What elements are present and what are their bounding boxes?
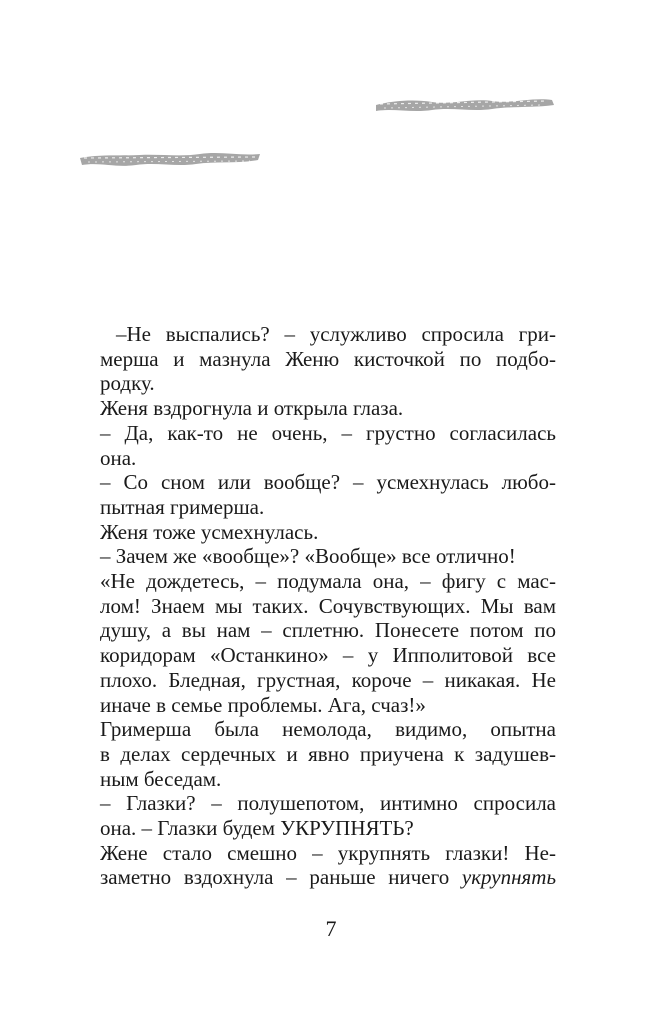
text-line: – Глазки? – полушепотом, интимно спросила [100, 791, 556, 816]
text-line: –Не выспались? – услужливо спросила гри- [116, 322, 556, 346]
text-line: пытная гримерша. [100, 494, 265, 519]
paragraph [100, 396, 556, 421]
paragraph [100, 421, 556, 470]
page-number: 7 [325, 916, 337, 941]
text-line [100, 865, 556, 890]
text-line: в делах сердечных и явно приучена к задушев- [100, 741, 556, 766]
text-line: душу, а вы нам – сплетню. Понесете потом по [100, 618, 556, 643]
text-line: она. [100, 445, 137, 470]
text-fragment: заметно вздохнула – раньше ничего [100, 865, 462, 890]
decorative-brushstroke-bottom [78, 148, 262, 174]
decorative-brushstroke-top [372, 93, 556, 119]
text-line: плохо. Бледная, грустная, короче – никакая. Не [100, 667, 556, 692]
paragraph [100, 322, 556, 396]
text-line: Женя вздрогнула и открыла глаза. [100, 396, 404, 421]
text-line: лом! Знаем мы таких. Сочувствующих. Мы вам [100, 593, 556, 618]
text-line: Гримерша была немолода, видимо, опытна [100, 717, 556, 742]
paragraph [100, 717, 556, 791]
paragraph [100, 520, 556, 545]
text-line: ным беседам. [100, 766, 222, 791]
text-line: «Не дождетесь, – подумала она, – фигу с мас- [100, 569, 556, 594]
text-line: Женя тоже усмехнулась. [100, 519, 319, 544]
text-line: – Со сном или вообще? – усмехнулась любо- [100, 470, 556, 495]
paragraph [100, 470, 556, 519]
paragraph [100, 791, 556, 840]
paragraph [100, 841, 556, 890]
book-text [100, 322, 556, 890]
text-line: иначе в семье проблемы. Ага, счаз!» [100, 692, 426, 717]
text-line: мерша и мазнула Женю кисточкой по подбо- [100, 346, 556, 371]
text-line: она. – Глазки будем УКРУПНЯТЬ? [100, 816, 414, 841]
paragraph [100, 544, 556, 569]
text-line: коридорам «Останкино» – у Ипполитовой все [100, 643, 556, 668]
paragraph [100, 569, 556, 717]
text-line: – Зачем же «вообще»? «Вообще» все отлично! [100, 544, 516, 569]
text-line: – Да, как-то не очень, – грустно согласилась [100, 420, 556, 445]
text-line: Жене стало смешно – укрупнять глазки! Не- [100, 840, 556, 865]
italic-text-fragment: укрупнять [461, 865, 556, 890]
text-line: родку. [100, 371, 155, 396]
